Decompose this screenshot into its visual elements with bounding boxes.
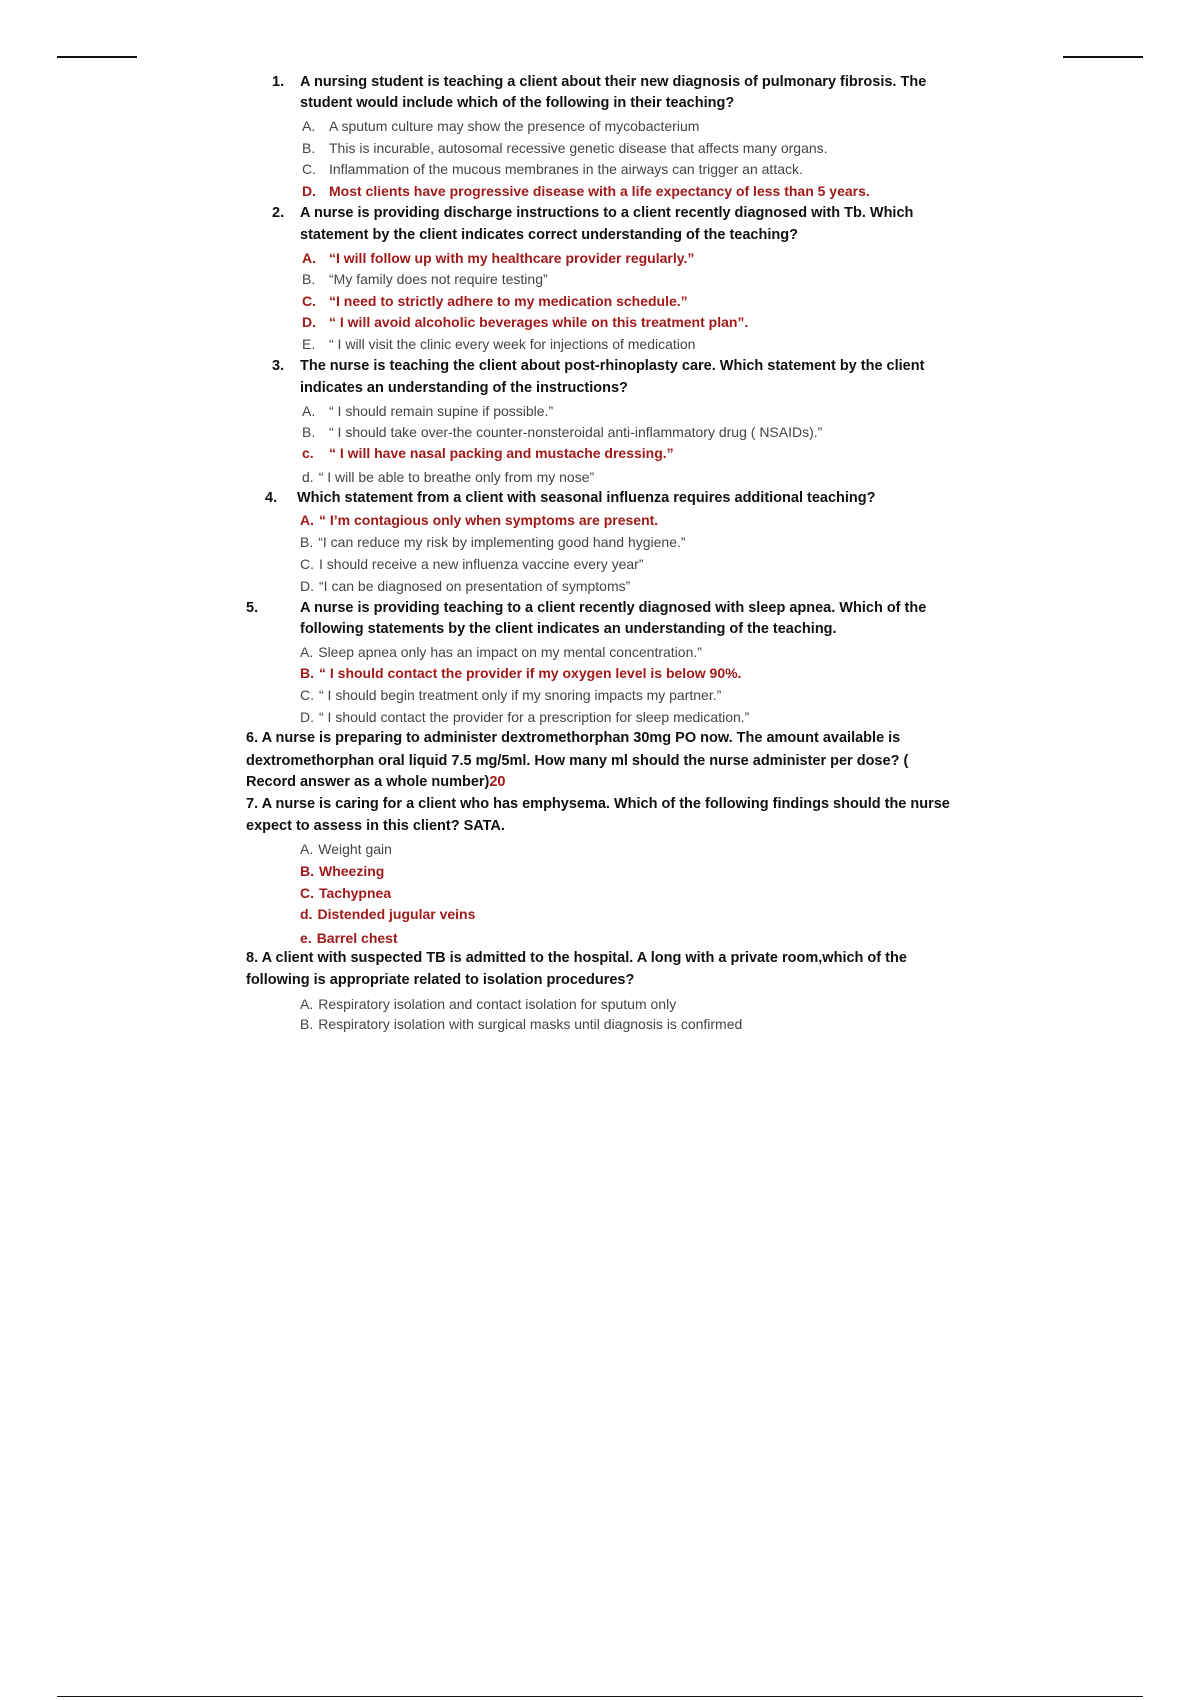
- question-6-line-3: [246, 772, 506, 793]
- q3-option-d: d. “ I will be able to breathe only from my nose”: [302, 469, 595, 485]
- q3-option-a: A. “ I should remain supine if possible.”: [302, 403, 554, 419]
- header-rule-left: [57, 56, 137, 58]
- q5-option-d: D. “ I should contact the provider for a prescription for sleep medication.”: [300, 709, 750, 725]
- q1-option-a: A. A sputum culture may show the presence of mycobacterium: [302, 118, 700, 134]
- question-3-number: 3.: [272, 358, 285, 374]
- q7-option-c-correct: C. Tachypnea: [300, 885, 392, 901]
- question-5-number: 5.: [246, 600, 259, 616]
- question-6-record-note: Record answer as a whole number): [246, 774, 490, 790]
- question-3-line-1: The nurse is teaching the client about post-rhinoplasty care. Which statement by the client: [300, 358, 925, 374]
- question-1-number: 1.: [272, 74, 285, 90]
- q3-option-c-correct: c. “ I will have nasal packing and mustache dressing.”: [302, 445, 674, 461]
- question-5-line-2: following statements by the client indicates an understanding of the teaching.: [300, 621, 837, 637]
- q2-option-d-correct: D. “ I will avoid alcoholic beverages while on this treatment plan”.: [302, 314, 749, 330]
- question-2-line-1: A nurse is providing discharge instructions to a client recently diagnosed with Tb. Which: [300, 205, 914, 221]
- footer-rule: [57, 1696, 1143, 1697]
- q4-option-c: C. I should receive a new influenza vaccine every year”: [300, 556, 644, 572]
- q4-option-a-correct: A. “ I’m contagious only when symptoms are present.: [300, 512, 659, 528]
- question-4-number: 4.: [265, 490, 278, 506]
- q3-option-b: B. “ I should take over-the counter-nonsteroidal anti-inflammatory drug ( NSAIDs).”: [302, 424, 823, 440]
- q7-option-d-correct: d. Distended jugular veins: [300, 906, 476, 922]
- question-7-line-1: 7. A nurse is caring for a client who has emphysema. Which of the following findings should the nurse: [246, 796, 950, 812]
- q8-option-b: B. Respiratory isolation with surgical masks until diagnosis is confirmed: [300, 1016, 743, 1032]
- question-5-line-1: A nurse is providing teaching to a client recently diagnosed with sleep apnea. Which of the: [300, 600, 927, 616]
- q5-option-b-correct: B. “ I should contact the provider if my oxygen level is below 90%.: [300, 665, 742, 681]
- question-4-line-1: Which statement from a client with seasonal influenza requires additional teaching?: [297, 490, 876, 506]
- question-3-line-2: indicates an understanding of the instructions?: [300, 380, 628, 396]
- q2-option-c-correct: C. “I need to strictly adhere to my medication schedule.”: [302, 293, 688, 309]
- question-6-answer: 20: [489, 774, 506, 790]
- question-8-line-2: following is appropriate related to isolation procedures?: [246, 972, 635, 988]
- question-2-number: 2.: [272, 205, 285, 221]
- q4-option-d: D. “I can be diagnosed on presentation of symptoms”: [300, 578, 631, 594]
- q2-option-a-correct: A. “I will follow up with my healthcare provider regularly.”: [302, 250, 695, 266]
- question-7-line-2: expect to assess in this client? SATA.: [246, 818, 505, 834]
- q1-option-b: B. This is incurable, autosomal recessive genetic disease that affects many organs.: [302, 140, 828, 156]
- q1-option-c: C. Inflammation of the mucous membranes in the airways can trigger an attack.: [302, 161, 803, 177]
- q7-option-a: A. Weight gain: [300, 841, 392, 857]
- question-6-line-2: dextromethorphan oral liquid 7.5 mg/5ml. How many ml should the nurse administer per dose? (: [246, 753, 909, 769]
- question-1-line-1: A nursing student is teaching a client about their new diagnosis of pulmonary fibrosis. The: [300, 74, 927, 90]
- q5-option-c: C. “ I should begin treatment only if my snoring impacts my partner.”: [300, 687, 722, 703]
- q5-option-a: A. Sleep apnea only has an impact on my mental concentration.”: [300, 644, 702, 660]
- q2-option-e: E. “ I will visit the clinic every week for injections of medication: [302, 336, 696, 352]
- header-rule-right: [1063, 56, 1143, 58]
- question-1-line-2: student would include which of the following in their teaching?: [300, 95, 735, 111]
- q4-option-b: B. “I can reduce my risk by implementing good hand hygiene.”: [300, 534, 686, 550]
- q7-option-b-correct: B. Wheezing: [300, 863, 385, 879]
- q8-option-a: A. Respiratory isolation and contact isolation for sputum only: [300, 996, 677, 1012]
- q1-option-d-correct: D. Most clients have progressive disease with a life expectancy of less than 5 years.: [302, 183, 870, 199]
- q2-option-b: B. “My family does not require testing”: [302, 271, 548, 287]
- question-6-line-1: 6. A nurse is preparing to administer dextromethorphan 30mg PO now. The amount available is: [246, 730, 901, 746]
- question-2-line-2: statement by the client indicates correct understanding of the teaching?: [300, 227, 798, 243]
- question-8-line-1: 8. A client with suspected TB is admitted to the hospital. A long with a private room,which of the: [246, 950, 907, 966]
- q7-option-e-correct: e. Barrel chest: [300, 930, 398, 946]
